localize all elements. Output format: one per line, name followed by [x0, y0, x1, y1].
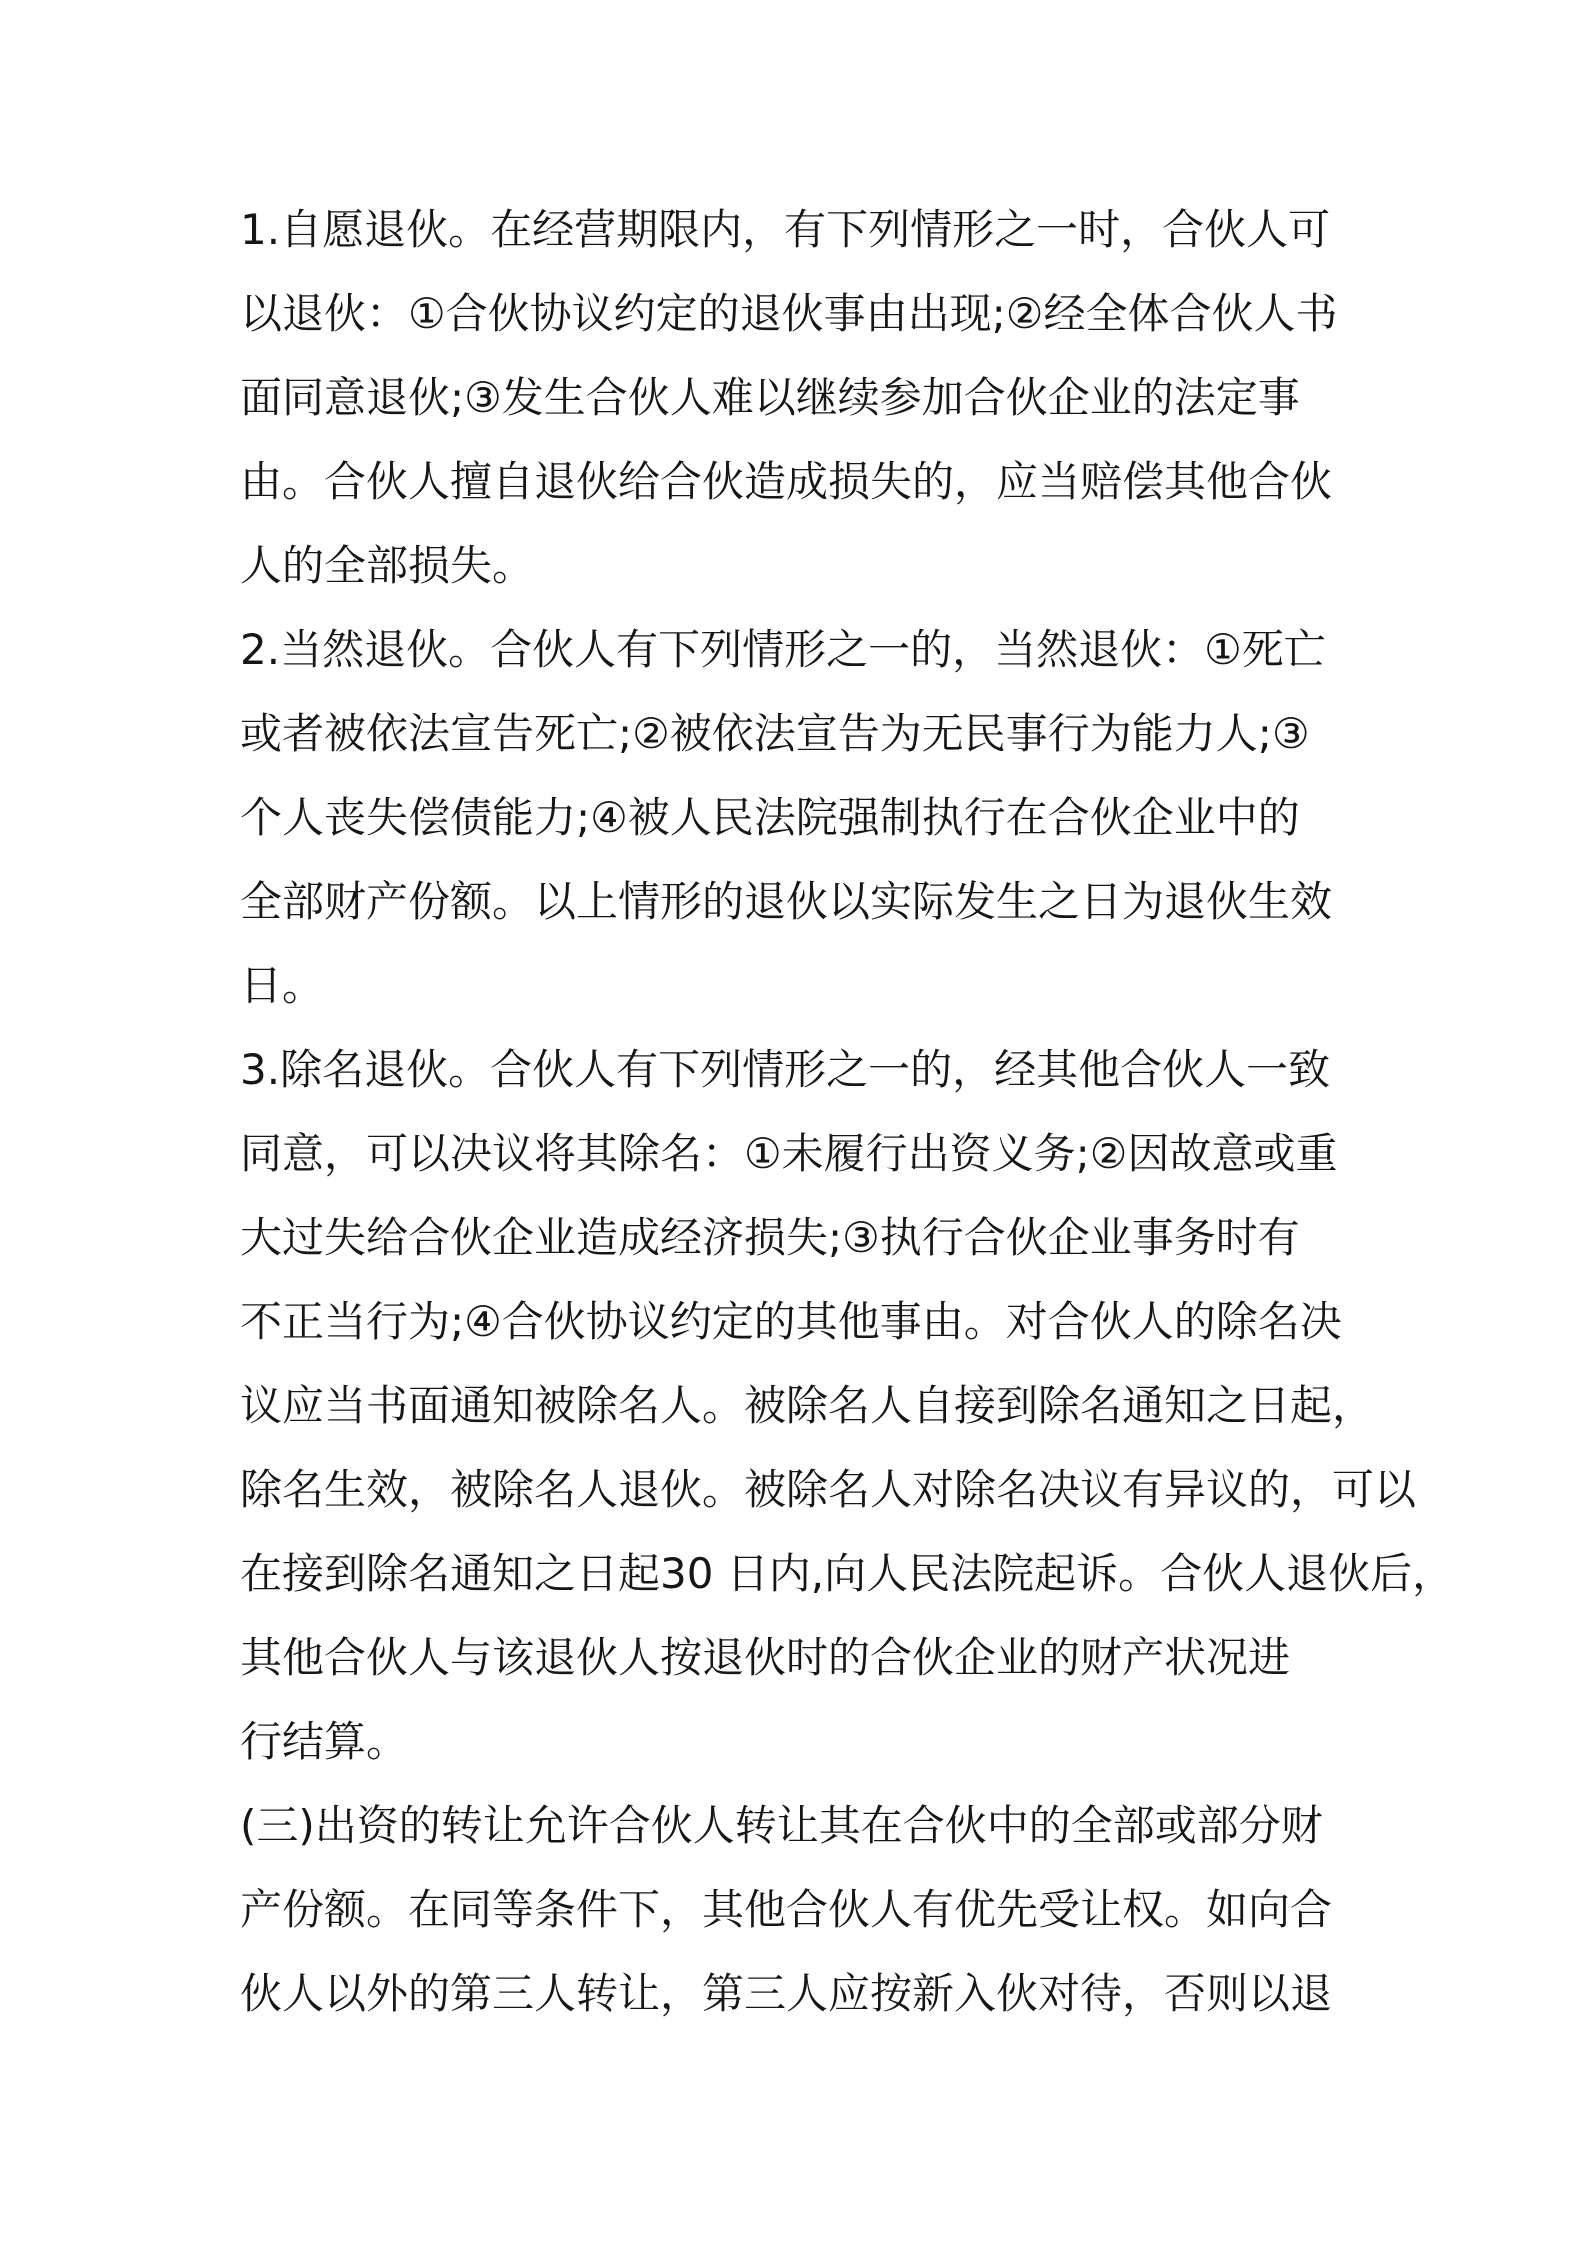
text-line: 除名生效，被除名人退伙。被除名人对除名决议有异议的，可以 [240, 1465, 1417, 1514]
text-line: 1.自愿退伙。在经营期限内，有下列情形之一时，合伙人可 [240, 205, 1331, 254]
text-line: 产份额。在同等条件下，其他合伙人有优先受让权。如向合 [240, 1885, 1333, 1934]
text-line: 个人丧失偿债能力;④被人民法院强制执行在合伙企业中的 [240, 793, 1300, 842]
text-line: 全部财产份额。以上情形的退伙以实际发生之日为退伙生效 [240, 877, 1333, 926]
text-line: 行结算。 [240, 1717, 409, 1766]
text-line: 不正当行为;④合伙协议约定的其他事由。对合伙人的除名决 [240, 1297, 1342, 1346]
text-line: 或者被依法宣告死亡;②被依法宣告为无民事行为能力人;③ [240, 709, 1310, 758]
text-line: 3.除名退伙。合伙人有下列情形之一的，经其他合伙人一致 [240, 1045, 1331, 1094]
text-line: 人的全部损失。 [240, 541, 535, 590]
text-line: 面同意退伙;③发生合伙人难以继续参加合伙企业的法定事 [240, 373, 1300, 422]
text-line: 在接到除名通知之日起30 日内,向人民法院起诉。合伙人退伙后， [240, 1549, 1455, 1598]
text-line: 以退伙：①合伙协议约定的退伙事由出现;②经全体合伙人书 [240, 289, 1338, 338]
text-line: 日。 [240, 961, 325, 1010]
document-body [240, 188, 1455, 2036]
text-line: 由。合伙人擅自退伙给合伙造成损失的，应当赔偿其他合伙 [240, 457, 1333, 506]
text-line: (三)出资的转让允许合伙人转让其在合伙中的全部或部分财 [240, 1801, 1323, 1850]
text-line: 2.当然退伙。合伙人有下列情形之一的，当然退伙：①死亡 [240, 625, 1326, 674]
text-line: 伙人以外的第三人转让，第三人应按新入伙对待，否则以退 [240, 1969, 1333, 2018]
text-line: 议应当书面通知被除名人。被除名人自接到除名通知之日起， [240, 1381, 1375, 1430]
text-line: 大过失给合伙企业造成经济损失;③执行合伙企业事务时有 [240, 1213, 1300, 1262]
text-line: 同意，可以决议将其除名：①未履行出资义务;②因故意或重 [240, 1129, 1338, 1178]
text-line: 其他合伙人与该退伙人按退伙时的合伙企业的财产状况进 [240, 1633, 1291, 1682]
